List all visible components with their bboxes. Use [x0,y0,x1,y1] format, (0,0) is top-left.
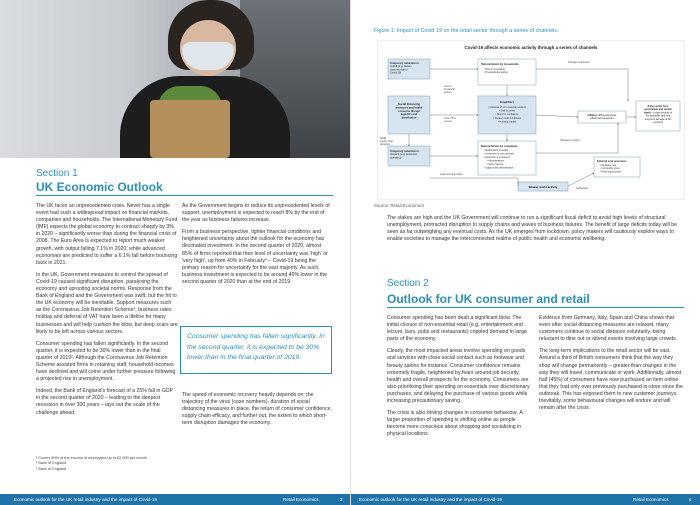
hero-photo [0,0,350,158]
footnotes [36,456,176,472]
footnote: ¹ Covers 80% of the income of employees up to £2,500 per month [36,456,147,460]
footnote: ³ Bank of England [36,466,67,471]
paragraph: Consumer spending has fallen significantly. In the second quarter, it is expected to be 30% lower than in the final quarter of 2019². Although the Coronavirus Job Retention Scheme assisted firms in retaining staff, household incomes have declined and will come under further pressure following a projected rise in unemployment. [36,340,176,383]
footer-brand: Retail Economics [633,497,669,502]
paragraph: The long-term implications to the retail sector will be vast. Around a third of British consumers think that the way they shop will change permanently – greater than changes in the way they will travel, communicate or work. Additionally, almost half (45%) of consumers have now purchased an item online that they had only ever previously purchased in-store since the outbreak. This has exposed them to new customer journeys. Inevitably, some behavioural changes will endure and will remain after the crisis. [539,348,683,412]
section-title: UK Economic Outlook [36,180,163,194]
diagram-title: Covid-19 affects economic activity through a series of channels [464,45,598,50]
box-external-items: • Exchange rate • Commodity prices • World import prices [600,165,622,174]
paragraph: Clearly, the most impacted areas involve spending on goods and services with close social contact such as footwear and beauty salons for instance. Consumer confidence remains extremely fragile, heightened by fears around job security, health and overall prospects for the economy. Consumers are also prioritising their spending on essentials over discretionary purchases, and delaying the purchase of various goods while increasing precautionary saving. [387,348,530,405]
page-4 [350,0,700,505]
paragraph: In the UK, Government measures to control the spread of Covid-19 caused significant disruption, paralysing the economy and uprooting societal norms. Response from the Bank of England and the Government was swift, but the hit to the UK economy will be inevitable. Support measures such as the Coronavirus Job Retention Scheme¹, business rates holiday and deferral of VAT have been a lifeline for many businesses and will help cushion the blow, but deep scars are likely to be left across various sectors. [36,271,178,335]
footer-title: Economic outlook for the UK retail industry and the impact of Covid-19 [14,497,157,502]
label-changes-supply: Changes in supply [560,139,580,142]
box-retrenchment-households-items: • Rise in uncertainty • Precautionary saving [484,68,508,74]
paragraph: As the Government begins to reduce its unprecedented levels of support, unemployment is expected to reach 8% by the end of the year as business failures increase. [182,203,330,224]
flow-diagram [377,40,685,200]
paragraph: The crisis is also driving changes in consumer behaviour. A larger proportion of spending is shifting online as people become more conscious about shopping and socialising in physical locations. [387,410,523,438]
box-retrenchment-companies-items: • Reallocation of capital • Investment in new channels • Reduction in employees • Administrations • Store closures • Supply chain diversification [484,150,514,170]
paragraph: From a business perspective, tighter financial conditions and heightened uncertainty about the outlook for the economy has decimated investment. In the second quarter of 2020, almost 85% of firms reported that their level of uncertainty was 'high' or 'very high', up from 40% in February³ – Covid-19 being the primary reason for uncertainty for the vast majority. As such, business investment is expected to be around 40% lower in the second quarter of 2020 than at the end of 2019. [182,229,328,285]
label-lower-export: Lower export demand [440,174,463,176]
figure-source: Source: Retail Economics [374,203,425,208]
footer-page-number: 4 [689,497,692,502]
box-temporary-demand-label: Temporary reduction in demand (e.g. consumer spending) [390,150,419,160]
footer-title: Economic outlook for the UK retail industry and the impact of Covid-19 [359,497,502,502]
paragraph: Consumer spending has been dealt a significant blow. The initial closure of non-essential retail (e.g. entertainment and leisure, bars, pubs and restaurants) crippled demand in large parts of the economy. [387,315,527,343]
box-inflation-label: Inflation: differential prices effects across sectors [587,114,617,121]
pull-quote: Consumer spending has fallen significantly. In the second quarter, it is expected to be 30% lower than in the final quarter of 2019. [180,326,332,374]
footnote: ² Bank of England [36,461,67,466]
box-temporary-output-label: Temporary reduction in output (e.g. factory closures due to Covid-19) [390,62,419,75]
box-weaker-world-label: Weaker world activity [528,185,558,189]
body-column-2 [182,203,332,291]
body-column-2 [539,315,685,417]
box-retrenchment-companies-title: Retrenchment by companies [481,145,518,148]
label-retail-supply: Retail supply chain disruption [380,137,394,146]
section-label: Section 1 [36,168,78,179]
box-policy-label: Policy action from government and central banks to ease severity of the slowdown and limit long-term damage to the economy [644,105,672,124]
paragraph: The stakes are high and the UK Government will continue to run a significant fiscal deficit to avoid high levels of structural unemployment, protracted disruption to supply chains and waves of business failures. The benefit of large deficits today will be seen as far outweighing any eventual costs. As the UK emerges from lockdown, policy makers will cautiously explore ways to enable societies to manage the interconnected realms of public health and economic wellbeing. [387,215,677,243]
box-amplifiers-title: Amplifiers [499,100,515,104]
section-title: Outlook for UK consumer and retail [387,292,590,306]
label-loss-income: Loss of household income [444,86,455,94]
footer-page-number: 3 [340,497,343,502]
diagram-svg [378,41,684,199]
label-changes-demand: Changes in demand [568,61,590,64]
section-label: Section 2 [387,278,429,289]
section-rule [36,195,333,196]
page-footer [351,494,700,505]
box-retrenchment-households-title: Retrenchment by households [481,63,519,66]
paragraph: Evidence from Germany, Italy, Spain and China shows that even after social distancing measures are relaxed, many customers continue to social distance voluntarily, being reluctant to dine out or attend events involving large crowds. [539,315,678,343]
paragraph: The speed of economic recovery heavily depends on: the trajectory of the virus (case numbers), duration of social distancing measures in place, the return of consumer confidence, supply chain efficacy, and further out, the extent to which short-term disruption damages the economy. [182,392,332,427]
footer-brand: Retail Economics [283,497,319,502]
label-loss-revenue: Loss of firm revenue [444,118,456,123]
paragraph: Indeed, the Bank of England's forecast of a 25% fall in GDP in the second quarter of 2020 – leading to the deepest recession in over 300 years – lays out the scale of the challenge ahead. [36,388,174,416]
body-column-1 [36,203,178,422]
box-social-distancing-label: Social distancing measures and health concerns disrupt logistics and distribution [395,103,423,120]
label-global-links: Global links [576,187,589,190]
figure-caption: Figure 1: Impact of Covid-19 on the retail sector through a series of channels. [374,28,559,34]
section-rule [387,307,684,308]
paragraph: The UK faces an unprecedented crisis. Never has a single event had such a widespread impact on financial markets, companies and households. The International Monetary Fund (IMF) expects the global economy to contract sharply by 3% in 2020 – significantly worse than during the financial crisis of 2008. The Euro Area is expected to report much weaker growth, with output falling 7.1% in 2020, while advanced economies are predicted to suffer a 6.1% fall before bouncing back in 2021. [36,203,178,266]
box-external-title: External cost pressures [597,160,627,163]
body-column-1 [387,315,531,444]
body-column-2-after [182,392,332,432]
page-footer [0,494,350,505]
box-amplifiers-items: • Closures of non-essential retailers • Shift to online • Shock to confidence • Weaker credit conditions • Housing market [488,106,526,124]
intro-paragraph [387,215,683,248]
